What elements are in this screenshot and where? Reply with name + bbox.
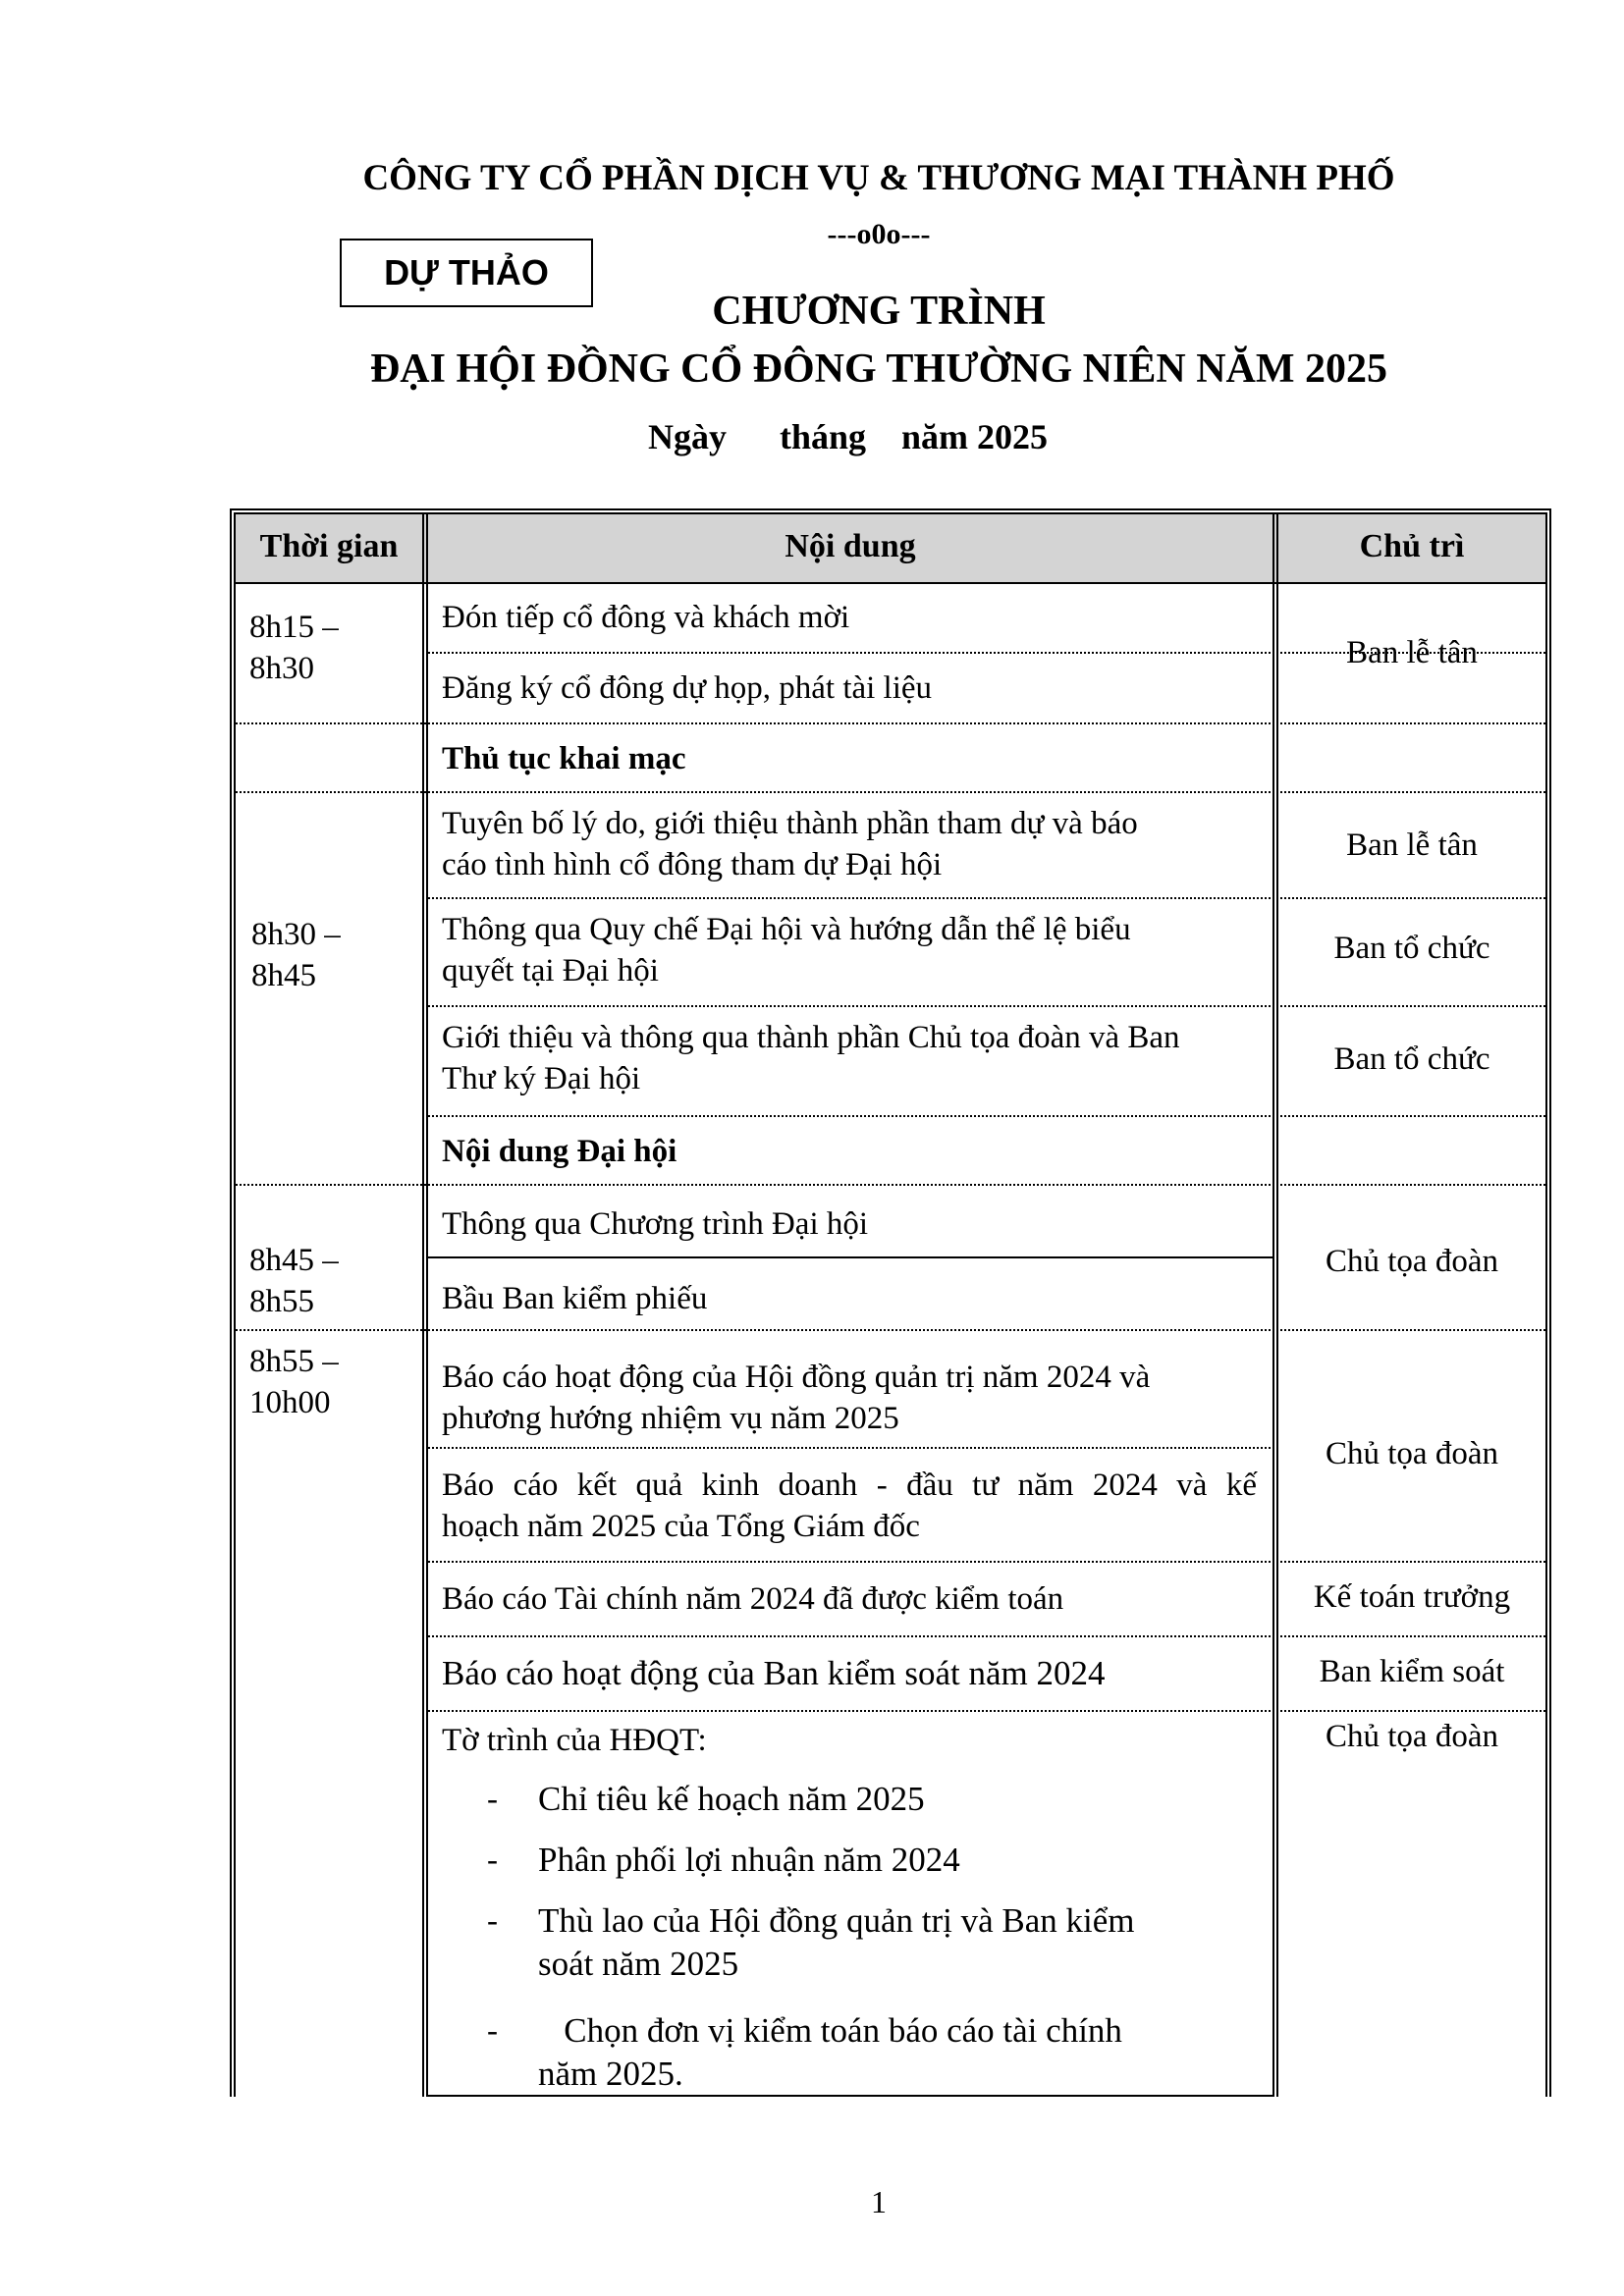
presider-cell: Ban lễ tân xyxy=(1346,828,1478,863)
column-divider-1 xyxy=(422,512,424,2097)
agenda-item: Thư ký Đại hội xyxy=(442,1061,641,1096)
agenda-item: Đón tiếp cổ đông và khách mời xyxy=(442,600,850,635)
column-divider-1b xyxy=(426,512,428,2097)
row-line xyxy=(428,1635,1545,1637)
doc-subtitle: ĐẠI HỘI ĐỒNG CỔ ĐÔNG THƯỜNG NIÊN NĂM 2025 xyxy=(369,347,1388,392)
column-header-content: Nội dung xyxy=(785,528,916,564)
row-line xyxy=(428,1115,1545,1117)
presider-cell: Kế toán trưởng xyxy=(1313,1579,1511,1615)
presider-cell: Ban tổ chức xyxy=(1333,931,1490,966)
column-divider-2 xyxy=(1272,512,1274,2097)
table-border-top-inner xyxy=(234,512,1547,514)
table-border-left-outer xyxy=(230,508,232,2097)
list-item: Chỉ tiêu kế hoạch năm 2025 xyxy=(538,1780,925,1818)
column-header-presider: Chủ trì xyxy=(1359,528,1465,564)
agenda-item: cáo tình hình cổ đông tham dự Đại hội xyxy=(442,847,943,882)
time-cell: 8h55 – xyxy=(249,1344,339,1379)
agenda-item: Báo cáo hoạt động của Ban kiểm soát năm 2024 xyxy=(442,1654,1106,1692)
list-dash: - xyxy=(487,1782,498,1817)
list-dash: - xyxy=(487,1842,498,1878)
table-border-right-inner xyxy=(1545,512,1547,2097)
time-cell: 8h55 xyxy=(249,1284,314,1319)
agenda-item: Bầu Ban kiểm phiếu xyxy=(442,1281,708,1316)
row-line xyxy=(428,1447,1274,1449)
header-bottom-line xyxy=(234,582,1547,584)
company-name: CÔNG TY CỔ PHẦN DỊCH VỤ & THƯƠNG MẠI THÀNH PHỐ xyxy=(362,158,1395,198)
agenda-item: Tuyên bố lý do, giới thiệu thành phần tham dự và báo xyxy=(442,806,1138,841)
page-number: 1 xyxy=(871,2184,887,2219)
doc-date: Ngày tháng năm 2025 xyxy=(648,417,1049,456)
table-border-left-inner xyxy=(234,512,236,2097)
agenda-item: Tờ trình của HĐQT: xyxy=(442,1723,707,1758)
agenda-item: Thông qua Chương trình Đại hội xyxy=(442,1206,869,1242)
row-line xyxy=(428,1005,1545,1007)
row-line xyxy=(428,2095,1274,2097)
presider-cell: Chủ tọa đoàn xyxy=(1326,1244,1498,1279)
time-cell: 8h30 xyxy=(249,651,314,686)
agenda-item: Thông qua Quy chế Đại hội và hướng dẫn thể lệ biểu xyxy=(442,912,1131,947)
presider-cell: Ban kiểm soát xyxy=(1319,1654,1505,1689)
time-cell: 8h15 – xyxy=(249,610,339,645)
list-item: Chọn đơn vị kiểm toán báo cáo tài chính xyxy=(538,2011,1122,2050)
agenda-item: hoạch năm 2025 của Tổng Giám đốc xyxy=(442,1509,920,1544)
draft-stamp: DỰ THẢO xyxy=(340,239,593,307)
row-line xyxy=(428,1710,1545,1712)
row-line xyxy=(236,791,1545,793)
row-line xyxy=(428,897,1545,899)
row-line xyxy=(236,1329,1545,1331)
time-cell: 8h45 xyxy=(251,958,316,993)
agenda-item: phương hướng nhiệm vụ năm 2025 xyxy=(442,1401,899,1436)
column-divider-2b xyxy=(1276,512,1278,2097)
time-cell: 10h00 xyxy=(249,1385,331,1420)
list-dash: - xyxy=(487,1903,498,1939)
agenda-item: Báo cáo kết quả kinh doanh - đầu tư năm 2024 và kế xyxy=(442,1468,1257,1503)
time-cell: 8h30 – xyxy=(251,917,341,952)
table-border-top-outer xyxy=(230,508,1551,510)
separator: ---o0o--- xyxy=(827,218,931,250)
list-item: Phân phối lợi nhuận năm 2024 xyxy=(538,1841,960,1879)
agenda-table xyxy=(230,508,1551,2097)
agenda-section-heading: Nội dung Đại hội xyxy=(442,1134,677,1169)
presider-cell: Chủ tọa đoàn xyxy=(1326,1719,1498,1754)
row-line xyxy=(236,722,1545,724)
presider-cell: Ban tổ chức xyxy=(1333,1041,1490,1077)
agenda-item: Đăng ký cổ đông dự họp, phát tài liệu xyxy=(442,670,933,706)
list-dash: - xyxy=(487,2013,498,2049)
agenda-item: Báo cáo hoạt động của Hội đồng quản trị năm 2024 và xyxy=(442,1360,1151,1395)
table-border-right-outer xyxy=(1549,508,1551,2097)
list-item: năm 2025. xyxy=(538,2055,683,2093)
row-line xyxy=(236,1184,1545,1186)
list-item: soát năm 2025 xyxy=(538,1945,739,1983)
column-header-time: Thời gian xyxy=(259,528,399,564)
agenda-item: Giới thiệu và thông qua thành phần Chủ tọa đoàn và Ban xyxy=(442,1020,1180,1055)
doc-title: CHƯƠNG TRÌNH xyxy=(712,289,1046,334)
agenda-section-heading: Thủ tục khai mạc xyxy=(442,741,686,776)
row-line xyxy=(428,1256,1274,1258)
list-item: Thù lao của Hội đồng quản trị và Ban kiểm xyxy=(538,1901,1135,1940)
agenda-item: quyết tại Đại hội xyxy=(442,953,659,988)
time-cell: 8h45 – xyxy=(249,1243,339,1278)
presider-cell: Chủ tọa đoàn xyxy=(1326,1436,1498,1471)
presider-cell: Ban lễ tân xyxy=(1346,635,1478,670)
agenda-item: Báo cáo Tài chính năm 2024 đã được kiểm toán xyxy=(442,1581,1064,1617)
row-line xyxy=(428,1561,1545,1563)
